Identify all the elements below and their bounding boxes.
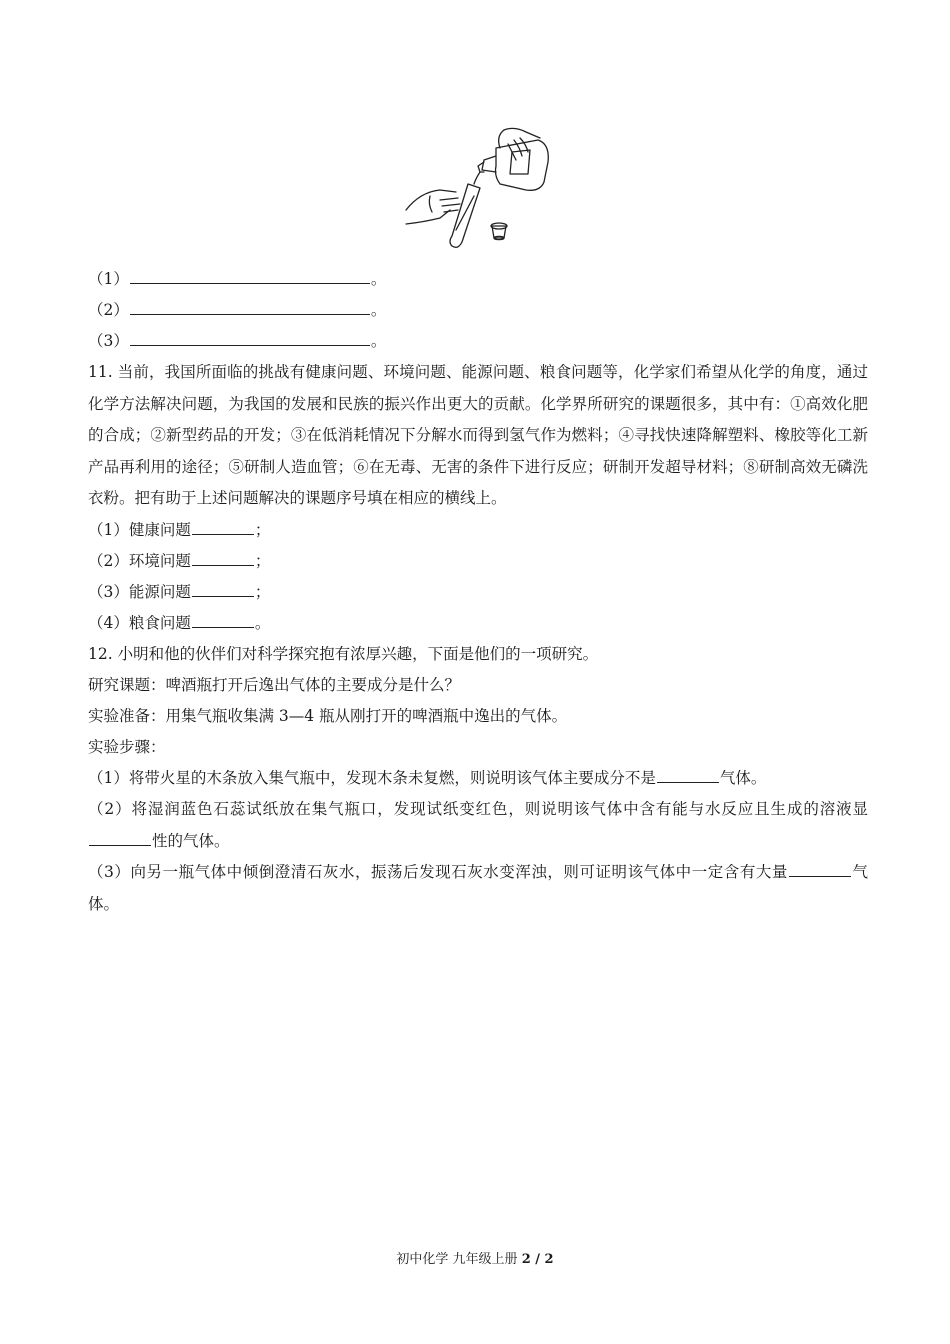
- q11-item-health: [88, 515, 868, 546]
- answer-blank[interactable]: [192, 579, 254, 597]
- answer-blank[interactable]: [192, 517, 254, 535]
- answer-blank[interactable]: [657, 765, 719, 783]
- q12-step-3: [88, 857, 868, 920]
- step-text: 气体。: [88, 863, 868, 913]
- item-label: （2）环境问题: [88, 551, 191, 570]
- footer-text: 初中化学 九年级上册: [396, 1252, 522, 1267]
- answer-blank[interactable]: [130, 297, 370, 315]
- step-text: （2）将湿润蓝色石蕊试纸放在集气瓶口，发现试纸变红色，则说明该气体中含有能与水反应且生成的溶液显: [88, 800, 868, 818]
- step-text: （1）将带火星的木条放入集气瓶中，发现木条未复燃，则说明该气体主要成分不是: [88, 768, 656, 787]
- q12-prep: 实验准备：用集气瓶收集满 3—4 瓶从刚打开的啤酒瓶中逸出的气体。: [88, 706, 568, 725]
- answer-blank[interactable]: [192, 548, 254, 566]
- answer-blank[interactable]: [130, 328, 370, 346]
- answer-end: 。: [370, 270, 387, 288]
- step-text: 气体。: [719, 768, 767, 787]
- answer-end: 。: [370, 301, 387, 319]
- answer-blank[interactable]: [789, 859, 851, 877]
- item-label: （1）健康问题: [88, 520, 191, 539]
- item-end: ；: [254, 551, 271, 570]
- answer-label: （3）: [88, 332, 129, 350]
- pouring-liquid-figure: [400, 126, 560, 250]
- q12-step-2: [88, 794, 868, 857]
- item-label: （4）粮食问题: [88, 613, 191, 632]
- answer-blank[interactable]: [89, 828, 151, 846]
- answer-end: 。: [370, 332, 387, 350]
- step-text: （3）向另一瓶气体中倾倒澄清石灰水，振荡后发现石灰水变浑浊，则可证明该气体中一定含有大量: [88, 863, 788, 881]
- q11-intro: 11. 当前，我国所面临的挑战有健康问题、环境问题、能源问题、粮食问题等，化学家们希望从化学的角度，通过化学方法解决问题，为我国的发展和民族的振兴作出更大的贡献。化学界所研究的课题很多，其中有：①高效化肥的合成；②新型药品的开发；③在低消耗情况下分解水而得到氢气作为燃料；④寻找快速降解塑料、橡胶等化工新产品再利用的途径；⑤研制人造血管；⑥在无毒、无害的条件下进行反应；研制开发超导材料；⑧研制高效无磷洗衣粉。把有助于上述问题解决的课题序号填在相应的横线上。: [88, 363, 868, 507]
- answer-label: （2）: [88, 301, 129, 319]
- q10-answer-1: [88, 264, 868, 295]
- page-number: 2 / 2: [521, 1252, 554, 1267]
- q12-intro: 12. 小明和他的伙伴们对科学探究抱有浓厚兴趣，下面是他们的一项研究。: [88, 644, 599, 663]
- answer-label: （1）: [88, 270, 129, 288]
- q11-item-energy: [88, 577, 868, 608]
- q12-steps-title: 实验步骤：: [88, 737, 166, 756]
- page-footer: [0, 1248, 950, 1267]
- q11-item-environment: [88, 546, 868, 577]
- step-text: 性的气体。: [152, 831, 230, 850]
- q12-step-1: [88, 763, 868, 795]
- item-end: 。: [254, 613, 271, 632]
- q10-answer-3: [88, 326, 868, 357]
- item-end: ；: [254, 582, 271, 601]
- q10-answer-2: [88, 295, 868, 326]
- item-end: ；: [254, 520, 271, 539]
- q11-item-food: [88, 608, 868, 639]
- answer-blank[interactable]: [130, 266, 370, 284]
- q12-topic: 研究课题：啤酒瓶打开后逸出气体的主要成分是什么？: [88, 675, 461, 694]
- answer-blank[interactable]: [192, 610, 254, 628]
- item-label: （3）能源问题: [88, 582, 191, 601]
- pouring-liquid-into-test-tube-illustration: [400, 126, 560, 250]
- question-content: [88, 264, 868, 920]
